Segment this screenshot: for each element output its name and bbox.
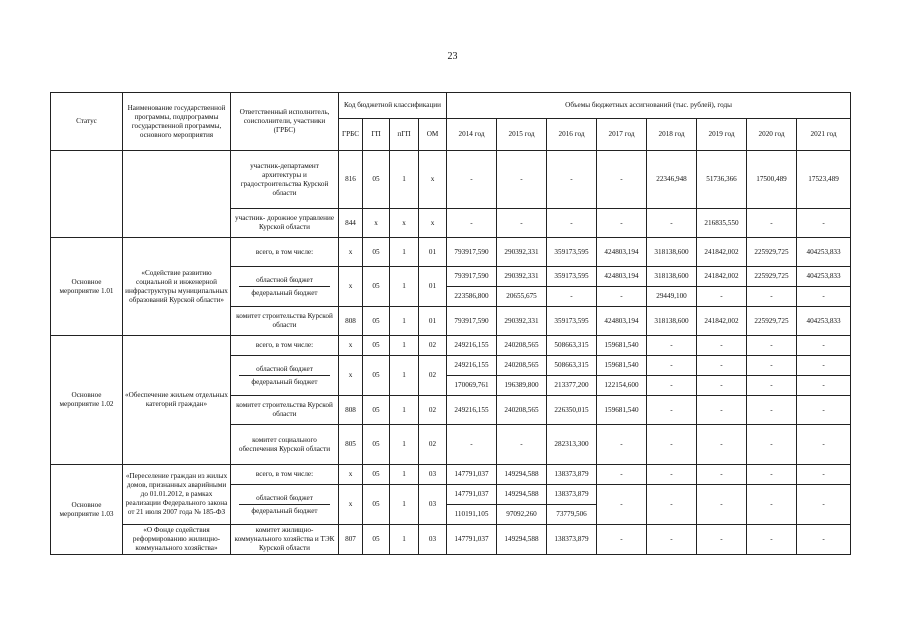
pgp-cell: 1: [390, 465, 419, 485]
pgp-cell: х: [390, 209, 419, 238]
federal-budget-label: федеральный бюджет: [251, 377, 318, 386]
table-row: [51, 525, 851, 555]
value-cell: 216835,550: [697, 209, 747, 238]
value-cell: -: [697, 525, 747, 555]
om-cell: 02: [419, 356, 447, 396]
value-cell: 318138,600: [647, 238, 697, 267]
pgp-cell: 1: [390, 238, 419, 267]
value-cell: 159681,540: [597, 356, 647, 376]
value-cell: 22346,948: [647, 151, 697, 209]
value-cell: 17523,489: [797, 151, 851, 209]
value-cell: 149294,588: [497, 465, 547, 485]
value-cell: 196389,800: [497, 376, 547, 396]
value-cell: -: [797, 465, 851, 485]
executor-cell: всего, в том числе:: [231, 465, 339, 485]
value-cell: 225929,725: [747, 267, 797, 287]
name-cell-empty: [123, 151, 231, 238]
value-cell: -: [747, 485, 797, 525]
om-cell: х: [419, 151, 447, 209]
header-year: 2015 год: [497, 119, 547, 151]
gp-cell: 05: [363, 307, 390, 336]
gp-cell: 05: [363, 396, 390, 425]
value-cell: 240208,565: [497, 396, 547, 425]
gp-cell: 05: [363, 238, 390, 267]
value-cell: -: [797, 209, 851, 238]
value-cell: -: [697, 287, 747, 307]
header-year: 2018 год: [647, 119, 697, 151]
value-cell: 149294,588: [497, 525, 547, 555]
value-cell: 241842,002: [697, 307, 747, 336]
budget-table: [50, 92, 851, 555]
om-cell: 02: [419, 425, 447, 465]
table-row: [51, 336, 851, 356]
value-cell: 240208,565: [497, 356, 547, 376]
value-cell: -: [597, 151, 647, 209]
name-cell: «О Фонде содействия реформированию жилищно-коммунального хозяйства»: [123, 525, 231, 555]
gp-cell: 05: [363, 356, 390, 396]
value-cell: -: [647, 425, 697, 465]
om-cell: 02: [419, 396, 447, 425]
header-grbs: ГРБС: [339, 119, 363, 151]
header-executor: Ответственный исполнитель, соисполнители, участники (ГРБС): [231, 93, 339, 151]
status-cell: Основное мероприятие 1.03: [51, 465, 123, 555]
value-cell: -: [697, 356, 747, 376]
status-cell-empty: [51, 151, 123, 238]
value-cell: -: [697, 465, 747, 485]
om-cell: х: [419, 209, 447, 238]
om-cell: 01: [419, 267, 447, 307]
header-year: 2014 год: [447, 119, 497, 151]
header-volumes: Объемы бюджетных ассигнований (тыс. рублей), годы: [447, 93, 851, 119]
value-cell: 138373,879: [547, 485, 597, 505]
header-gp: ГП: [363, 119, 390, 151]
value-cell: 147791,037: [447, 525, 497, 555]
header-om: ОМ: [419, 119, 447, 151]
regional-budget-label: областной бюджет: [239, 365, 330, 376]
executor-cell: комитет жилищно-коммунального хозяйства и ТЭК Курской области: [231, 525, 339, 555]
value-cell: 122154,600: [597, 376, 647, 396]
value-cell: 110191,105: [447, 505, 497, 525]
value-cell: -: [647, 376, 697, 396]
value-cell: -: [597, 465, 647, 485]
executor-cell: всего, в том числе:: [231, 336, 339, 356]
value-cell: 318138,600: [647, 267, 697, 287]
name-cell: «Обеспечение жильем отдельных категорий граждан»: [123, 336, 231, 465]
value-cell: -: [647, 525, 697, 555]
value-cell: -: [797, 356, 851, 376]
grbs-cell: 808: [339, 307, 363, 336]
om-cell: 03: [419, 465, 447, 485]
table-row: [51, 465, 851, 485]
executor-cell: участник-департамент архитектуры и градостроительства Курской области: [231, 151, 339, 209]
value-cell: 138373,879: [547, 525, 597, 555]
value-cell: -: [647, 336, 697, 356]
value-cell: -: [597, 425, 647, 465]
header-row-1: [51, 93, 851, 119]
value-cell: 17500,489: [747, 151, 797, 209]
value-cell: -: [597, 485, 647, 525]
value-cell: -: [497, 209, 547, 238]
gp-cell: 05: [363, 525, 390, 555]
header-year: 2021 год: [797, 119, 851, 151]
executor-cell: комитет социального обеспечения Курской области: [231, 425, 339, 465]
grbs-cell: х: [339, 485, 363, 525]
value-cell: 149294,588: [497, 485, 547, 505]
grbs-cell: х: [339, 465, 363, 485]
pgp-cell: 1: [390, 525, 419, 555]
table-row: [51, 151, 851, 209]
value-cell: 159681,540: [597, 336, 647, 356]
value-cell: -: [747, 336, 797, 356]
value-cell: 73779,506: [547, 505, 597, 525]
value-cell: -: [697, 425, 747, 465]
name-cell: «Переселение граждан из жилых домов, признанных аварийными до 01.01.2012, в рамках реализации Федерального закона от 21 июля 2007 года № 185-ФЗ: [123, 465, 231, 525]
value-cell: 793917,590: [447, 238, 497, 267]
value-cell: 793917,590: [447, 307, 497, 336]
value-cell: -: [647, 485, 697, 525]
page-number: 23: [447, 51, 458, 62]
executor-cell: [231, 267, 339, 307]
name-cell: «Содействие развитию социальной и инженерной инфраструктуры муниципальных образований Курской области»: [123, 238, 231, 336]
pgp-cell: 1: [390, 151, 419, 209]
executor-cell: комитет строительства Курской области: [231, 396, 339, 425]
status-cell: Основное мероприятие 1.02: [51, 336, 123, 465]
om-cell: 03: [419, 525, 447, 555]
value-cell: 424803,194: [597, 307, 647, 336]
gp-cell: х: [363, 209, 390, 238]
value-cell: 138373,879: [547, 465, 597, 485]
executor-cell: комитет строительства Курской области: [231, 307, 339, 336]
header-year: 2016 год: [547, 119, 597, 151]
pgp-cell: 1: [390, 307, 419, 336]
value-cell: 508663,315: [547, 336, 597, 356]
value-cell: 147791,037: [447, 465, 497, 485]
value-cell: -: [747, 396, 797, 425]
value-cell: 241842,002: [697, 267, 747, 287]
federal-budget-label: федеральный бюджет: [251, 506, 318, 515]
value-cell: 508663,315: [547, 356, 597, 376]
executor-cell: [231, 356, 339, 396]
pgp-cell: 1: [390, 485, 419, 525]
value-cell: 20655,675: [497, 287, 547, 307]
value-cell: -: [447, 425, 497, 465]
value-cell: 359173,595: [547, 267, 597, 287]
value-cell: 359173,595: [547, 238, 597, 267]
value-cell: -: [747, 465, 797, 485]
value-cell: -: [647, 356, 697, 376]
value-cell: -: [447, 209, 497, 238]
value-cell: -: [797, 425, 851, 465]
value-cell: -: [797, 336, 851, 356]
value-cell: 159681,540: [597, 396, 647, 425]
grbs-cell: х: [339, 267, 363, 307]
value-cell: -: [797, 525, 851, 555]
value-cell: -: [697, 396, 747, 425]
gp-cell: 05: [363, 336, 390, 356]
value-cell: 793917,590: [447, 267, 497, 287]
pgp-cell: 1: [390, 425, 419, 465]
regional-budget-label: областной бюджет: [239, 276, 330, 287]
executor-cell: всего, в том числе:: [231, 238, 339, 267]
value-cell: 170069,761: [447, 376, 497, 396]
gp-cell: 05: [363, 485, 390, 525]
grbs-cell: 844: [339, 209, 363, 238]
value-cell: -: [697, 485, 747, 525]
grbs-cell: 807: [339, 525, 363, 555]
value-cell: -: [797, 396, 851, 425]
status-cell: Основное мероприятие 1.01: [51, 238, 123, 336]
pgp-cell: 1: [390, 356, 419, 396]
value-cell: -: [647, 465, 697, 485]
value-cell: -: [697, 336, 747, 356]
value-cell: -: [747, 425, 797, 465]
executor-cell: участник- дорожное управление Курской области: [231, 209, 339, 238]
pgp-cell: 1: [390, 336, 419, 356]
value-cell: -: [747, 356, 797, 376]
regional-budget-label: областной бюджет: [239, 494, 330, 505]
grbs-cell: х: [339, 238, 363, 267]
value-cell: 226350,015: [547, 396, 597, 425]
value-cell: 290392,331: [497, 267, 547, 287]
value-cell: 404253,833: [797, 307, 851, 336]
value-cell: 249216,155: [447, 356, 497, 376]
value-cell: -: [697, 376, 747, 396]
value-cell: -: [647, 396, 697, 425]
value-cell: 424803,194: [597, 238, 647, 267]
value-cell: -: [547, 287, 597, 307]
pgp-cell: 1: [390, 396, 419, 425]
gp-cell: 05: [363, 267, 390, 307]
value-cell: 424803,194: [597, 267, 647, 287]
value-cell: 225929,725: [747, 307, 797, 336]
value-cell: -: [447, 151, 497, 209]
value-cell: 249216,155: [447, 336, 497, 356]
value-cell: -: [797, 376, 851, 396]
value-cell: 404253,833: [797, 238, 851, 267]
om-cell: 02: [419, 336, 447, 356]
value-cell: -: [747, 376, 797, 396]
om-cell: 03: [419, 485, 447, 525]
value-cell: 29449,100: [647, 287, 697, 307]
om-cell: 01: [419, 307, 447, 336]
value-cell: -: [597, 287, 647, 307]
value-cell: 404253,833: [797, 267, 851, 287]
table-row: [51, 238, 851, 267]
value-cell: 359173,595: [547, 307, 597, 336]
grbs-cell: 808: [339, 396, 363, 425]
executor-cell: [231, 485, 339, 525]
value-cell: 97092,260: [497, 505, 547, 525]
header-pgp: пГП: [390, 119, 419, 151]
value-cell: -: [797, 485, 851, 525]
value-cell: -: [597, 525, 647, 555]
value-cell: -: [497, 151, 547, 209]
value-cell: -: [647, 209, 697, 238]
header-name: Наименование государственной программы, подпрограммы государственной программы, основного мероприятия: [123, 93, 231, 151]
gp-cell: 05: [363, 151, 390, 209]
value-cell: -: [547, 209, 597, 238]
grbs-cell: 816: [339, 151, 363, 209]
value-cell: -: [747, 287, 797, 307]
value-cell: -: [747, 209, 797, 238]
value-cell: 318138,600: [647, 307, 697, 336]
value-cell: 249216,155: [447, 396, 497, 425]
value-cell: 290392,331: [497, 307, 547, 336]
grbs-cell: 805: [339, 425, 363, 465]
value-cell: 147791,037: [447, 485, 497, 505]
value-cell: 290392,331: [497, 238, 547, 267]
value-cell: 282313,300: [547, 425, 597, 465]
value-cell: -: [547, 151, 597, 209]
value-cell: -: [747, 525, 797, 555]
value-cell: -: [597, 209, 647, 238]
grbs-cell: х: [339, 356, 363, 396]
federal-budget-label: федеральный бюджет: [251, 288, 318, 297]
value-cell: -: [797, 287, 851, 307]
value-cell: 240208,565: [497, 336, 547, 356]
pgp-cell: 1: [390, 267, 419, 307]
header-year: 2017 год: [597, 119, 647, 151]
header-year: 2020 год: [747, 119, 797, 151]
gp-cell: 05: [363, 465, 390, 485]
value-cell: -: [497, 425, 547, 465]
value-cell: 51736,366: [697, 151, 747, 209]
value-cell: 223586,800: [447, 287, 497, 307]
header-year: 2019 год: [697, 119, 747, 151]
header-budget-code: Код бюджетной классификации: [339, 93, 447, 119]
value-cell: 241842,002: [697, 238, 747, 267]
value-cell: 213377,200: [547, 376, 597, 396]
value-cell: 225929,725: [747, 238, 797, 267]
header-status: Статус: [51, 93, 123, 151]
om-cell: 01: [419, 238, 447, 267]
grbs-cell: х: [339, 336, 363, 356]
gp-cell: 05: [363, 425, 390, 465]
